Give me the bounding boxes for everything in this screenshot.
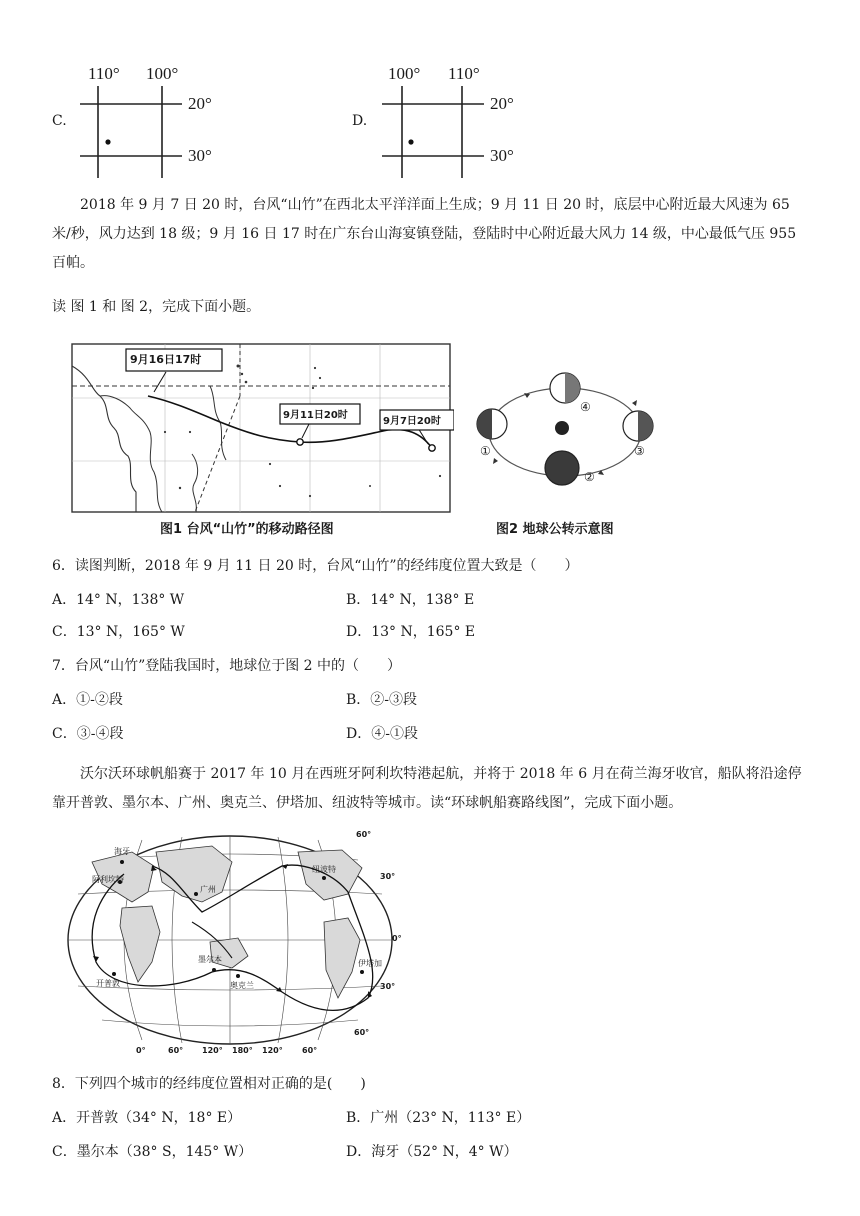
- orbit-position-4: ④: [580, 400, 591, 414]
- q8-option-b[interactable]: B．广州（23° N，113° E）: [346, 1110, 531, 1126]
- read-prompt: 读 图 1 和 图 2，完成下面小题。: [52, 299, 261, 315]
- grid-figure-d: [372, 62, 532, 182]
- option-c-label: C.: [52, 113, 67, 129]
- city-label: 伊塔加: [358, 959, 382, 968]
- figure-1-caption: 图1 台风“山竹”的移动路径图: [160, 522, 334, 537]
- q6-option-d[interactable]: D．13° N，165° E: [346, 624, 476, 640]
- city-label: 海牙: [114, 847, 130, 856]
- q6-option-b[interactable]: B．14° N，138° E: [346, 592, 475, 608]
- location-dot: [408, 139, 413, 144]
- location-dot: [105, 139, 110, 144]
- q8-option-a[interactable]: A．开普敦（34° N，18° E）: [52, 1110, 242, 1126]
- lat-label: 30°: [380, 872, 396, 881]
- track-point-sep11: [297, 439, 303, 445]
- city-label: 阿利坎特: [92, 875, 124, 884]
- lat-label: 60°: [354, 1028, 370, 1037]
- question-7-stem: 7．台风“山竹”登陆我国时，地球位于图 2 中的（ ）: [52, 658, 402, 674]
- lat-label: 0°: [392, 934, 402, 943]
- question-6-stem: 6．读图判断，2018 年 9 月 11 日 20 时，台风“山竹”的经纬度位置大致是（ ）: [52, 558, 579, 574]
- q7-option-b[interactable]: B．②-③段: [346, 692, 418, 708]
- orbit-position-3: ③: [634, 444, 645, 458]
- q8-option-d[interactable]: D．海牙（52° N，4° W）: [346, 1144, 518, 1160]
- lat-label: 30°: [380, 982, 396, 991]
- lon-label: 110°: [448, 64, 480, 83]
- lon-label: 180°: [232, 1046, 253, 1055]
- city-label: 纽波特: [312, 865, 336, 874]
- sailing-route-map: [62, 822, 402, 1062]
- q6-option-c[interactable]: C．13° N，165° W: [52, 624, 185, 640]
- typhoon-intro-paragraph: 2018 年 9 月 7 日 20 时，台风“山竹”在西北太平洋洋面上生成；9 月 11 日 20 时，底层中心附近最大风速为 65 米/秒，风力达到 18 级；9 月 16 日 17 时在广东台山海宴镇登陆，登陆时中心附近最大风力 14 级，中心最低气压 955 百帕。: [52, 197, 797, 271]
- grid-figure-c: [72, 62, 232, 182]
- lat-label: 30°: [490, 146, 514, 165]
- lon-label: 60°: [302, 1046, 318, 1055]
- option-d-label: D.: [352, 113, 368, 129]
- lon-label: 110°: [88, 64, 120, 83]
- q6-option-a[interactable]: A．14° N，138° W: [52, 592, 185, 608]
- q7-option-a[interactable]: A．①-②段: [52, 692, 123, 708]
- track-label-landfall: 9月16日17时: [130, 353, 202, 366]
- figure-2-caption: 图2 地球公转示意图: [496, 522, 614, 537]
- race-intro-paragraph: 沃尔沃环球帆船赛于 2017 年 10 月在西班牙阿利坎特港起航，并将于 2018 年 6 月在荷兰海牙收官，船队将沿途停靠开普敦、墨尔本、广州、奥克兰、伊塔加、纽波特等城市。读“环球帆船赛路线图”，完成下面小题。: [52, 766, 802, 811]
- lat-label: 20°: [490, 94, 514, 113]
- q7-option-c[interactable]: C．③-④段: [52, 726, 124, 742]
- lon-label: 60°: [168, 1046, 184, 1055]
- lon-label: 120°: [202, 1046, 223, 1055]
- q7-option-d[interactable]: D．④-①段: [346, 726, 418, 742]
- lon-label: 0°: [136, 1046, 146, 1055]
- city-label: 奥克兰: [230, 981, 254, 990]
- track-point-sep7: [429, 445, 435, 451]
- figure-2-earth-orbit: [470, 366, 660, 496]
- track-label-sep11: 9月11日20时: [283, 410, 348, 421]
- q8-option-c[interactable]: C．墨尔本（38° S，145° W）: [52, 1144, 253, 1160]
- city-label: 广州: [200, 885, 216, 894]
- track-label-sep7: 9月7日20时: [383, 416, 441, 427]
- city-label: 开普敦: [96, 979, 120, 988]
- lon-label: 120°: [262, 1046, 283, 1055]
- city-label: 墨尔本: [198, 955, 222, 964]
- figure-1-typhoon-track: [70, 336, 454, 514]
- orbit-position-1: ①: [480, 444, 491, 458]
- question-8-stem: 8．下列四个城市的经纬度位置相对正确的是( ): [52, 1076, 366, 1092]
- orbit-position-2: ②: [584, 470, 595, 484]
- lat-label: 20°: [188, 94, 212, 113]
- lat-label: 30°: [188, 146, 212, 165]
- lat-label: 60°: [356, 830, 372, 839]
- lon-label: 100°: [146, 64, 179, 83]
- lon-label: 100°: [388, 64, 421, 83]
